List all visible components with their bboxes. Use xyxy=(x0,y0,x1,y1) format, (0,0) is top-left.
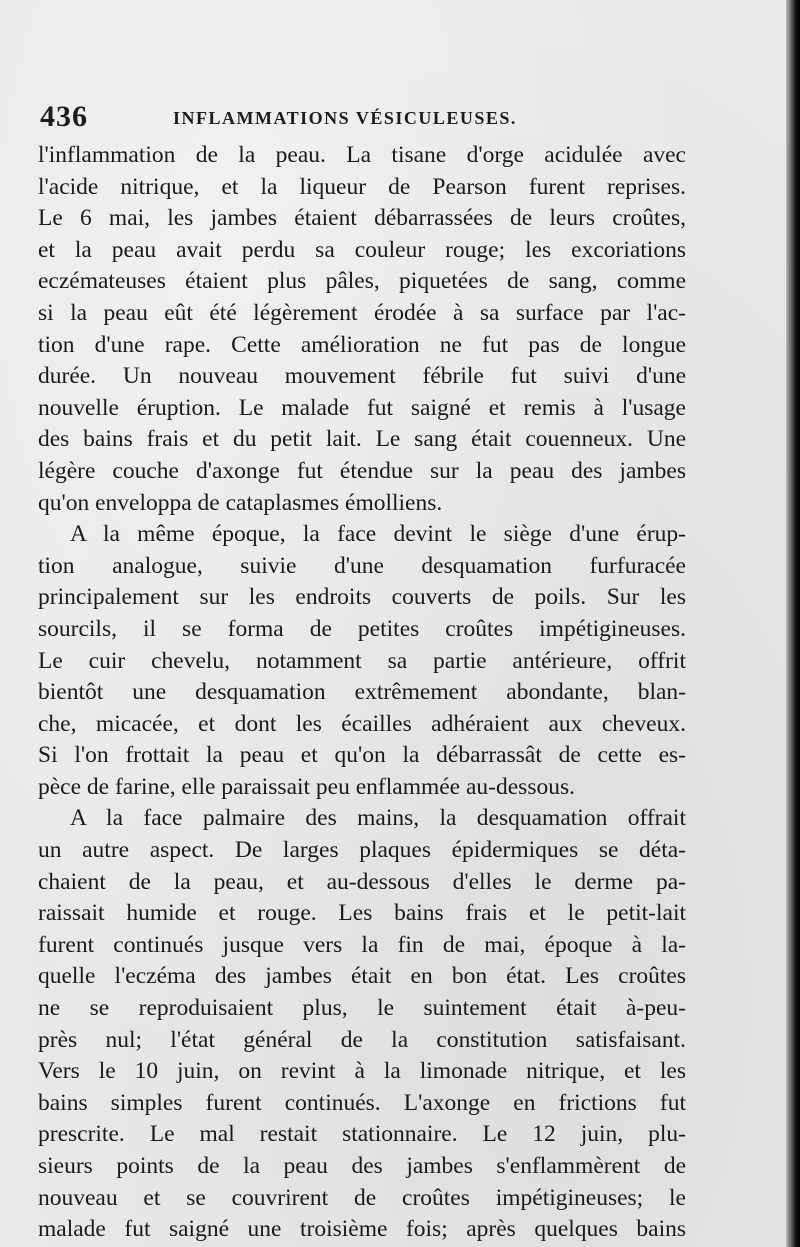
text-line: Vers le 10 juin, on revint à la limonade nitrique, et les xyxy=(38,1058,686,1085)
text-line: si la peau eût été légèrement érodée à sa surface par l'ac- xyxy=(38,299,686,326)
text-line: bientôt une desquamation extrêmement abondante, blan- xyxy=(38,679,686,706)
text-line: principalement sur les endroits couverts de poils. Sur les xyxy=(38,584,686,611)
page-edge-shadow xyxy=(786,0,800,1247)
text-line: durée. Un nouveau mouvement fébrile fut suivi d'une xyxy=(38,363,686,390)
paragraph-2 xyxy=(38,519,686,803)
paragraph-3 xyxy=(38,803,686,1245)
text-line: sourcils, il se forma de petites croûtes impétigineuses. xyxy=(38,615,686,642)
text-line: ne se reproduisaient plus, le suintement était à-peu- xyxy=(38,995,686,1022)
text-line: l'inflammation de la peau. La tisane d'orge acidulée avec xyxy=(38,142,686,168)
text-line: furent continués jusque vers la fin de mai, époque à la- xyxy=(38,931,686,958)
body-text xyxy=(38,140,686,1246)
running-title: INFLAMMATIONS VÉSICULEUSES. xyxy=(173,108,517,128)
text-line: l'acide nitrique, et la liqueur de Pearson furent reprises. xyxy=(38,173,686,200)
text-line: quelle l'eczéma des jambes était en bon état. Les croûtes xyxy=(38,963,686,990)
text-line: tion d'une rape. Cette amélioration ne fut pas de longue xyxy=(38,331,686,358)
text-line: légère couche d'axonge fut étendue sur la peau des jambes xyxy=(38,457,686,484)
text-line: Le cuir chevelu, notamment sa partie antérieure, offrit xyxy=(38,647,686,674)
text-line: malade fut saigné une troisième fois; après quelques bains xyxy=(38,1216,686,1243)
text-line: sieurs points de la peau des jambes s'enflammèrent de xyxy=(38,1153,686,1179)
text-line: tion analogue, suivie d'une desquamation furfuracée xyxy=(38,552,686,579)
page-number: 436 xyxy=(40,100,88,133)
text-line: eczémateuses étaient plus pâles, piquetées de sang, comme xyxy=(38,268,686,295)
text-line: Le 6 mai, les jambes étaient débarrassées de leurs croûtes, xyxy=(38,205,686,232)
text-line: prescrite. Le mal restait stationnaire. Le 12 juin, plu- xyxy=(38,1121,686,1148)
text-line: nouveau et se couvrirent de croûtes impétigineuses; le xyxy=(38,1184,686,1211)
text-line: A la face palmaire des mains, la desquamation offrait xyxy=(70,805,686,832)
text-line: raissait humide et rouge. Les bains frais et le petit-lait xyxy=(38,900,686,927)
text-line: Si l'on frottait la peau et qu'on la débarrassât de cette es- xyxy=(38,742,686,769)
text-line: et la peau avait perdu sa couleur rouge; les excoriations xyxy=(38,236,686,263)
text-line: nouvelle éruption. Le malade fut saigné et remis à l'usage xyxy=(38,394,686,421)
text-line: un autre aspect. De larges plaques épidermiques se déta- xyxy=(38,837,686,864)
paragraph-1 xyxy=(38,140,686,519)
text-line: chaient de la peau, et au-dessous d'elles le derme pa- xyxy=(38,868,686,895)
text-line: des bains frais et du petit lait. Le sang était couenneux. Une xyxy=(38,426,686,453)
page-header xyxy=(40,100,740,140)
text-line: près nul; l'état général de la constitution satisfaisant. xyxy=(38,1026,686,1053)
text-line: pèce de farine, elle paraissait peu enflammée au-dessous. xyxy=(38,773,575,800)
text-line: A la même époque, la face devint le siège d'une érup- xyxy=(70,521,686,548)
text-line: qu'on enveloppa de cataplasmes émolliens. xyxy=(38,489,443,516)
text-line: che, micacée, et dont les écailles adhéraient aux cheveux. xyxy=(38,710,686,737)
text-line: bains simples furent continués. L'axonge en frictions fut xyxy=(38,1089,686,1116)
